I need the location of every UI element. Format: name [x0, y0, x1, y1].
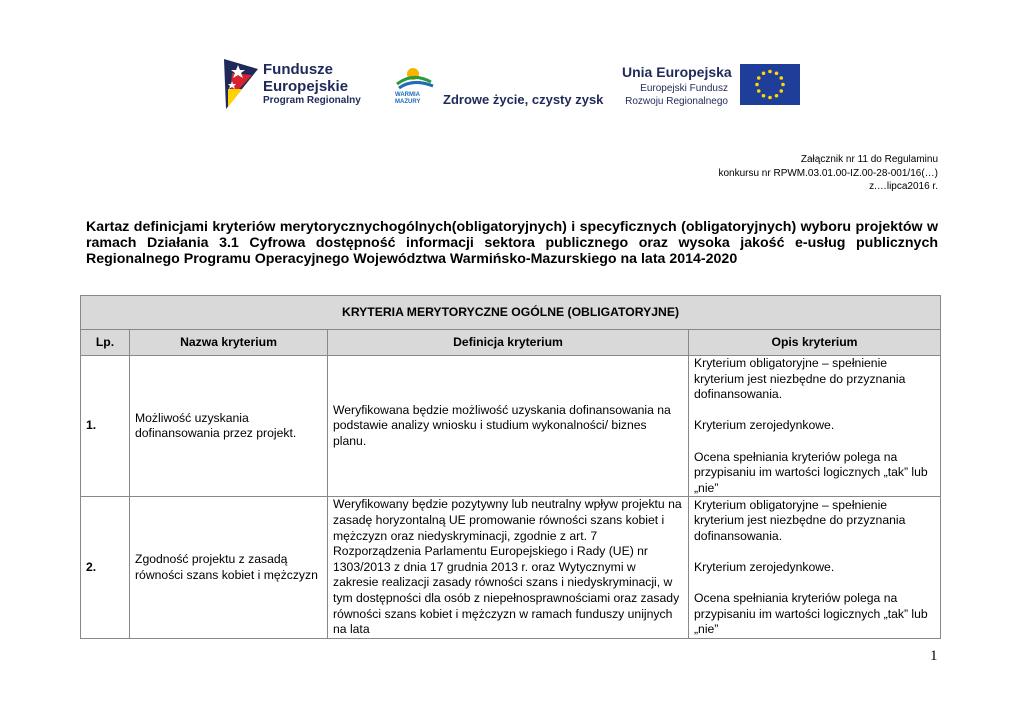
fundusze-europejskie-logo — [222, 55, 362, 111]
eu-flag-icon — [740, 64, 800, 105]
row-desc — [689, 356, 941, 497]
fe-line1: Fundusze — [263, 61, 333, 78]
eu-star — [762, 94, 766, 98]
desc-evaluation: Ocena spełniania kryteriów polega na przypisaniu im wartości logicznych „tak” lub „nie” — [694, 591, 928, 637]
eu-star — [757, 89, 761, 93]
row-name: Możliwość uzyskania dofinansowania przez projekt. — [130, 356, 328, 497]
annex-note — [718, 153, 938, 194]
warmia-sun-icon — [393, 62, 437, 94]
annex-line-1: Załącznik nr 11 do Regulaminu — [800, 154, 938, 165]
row-definition: Weryfikowany będzie pozytywny lub neutralny wpływ projektu na zasadę horyzontalną UE promowanie równości szans kobiet i mężczyzn oraz niedyskryminacji, zgodnie z art. 7 Rozporządzenia Parlamentu Europejskiego i Rady (UE) nr 1303/2013 z dnia 17 grudnia 2013 r. oraz Wytycznymi w zakresie realizacji zasady równości szans i niedyskryminacji, w tym dostępności dla osób z niepełnosprawnościami oraz zasady równości szans kobiet i mężczyzn w ramach funduszy unijnych na lata — [328, 497, 689, 639]
unia-europejska-logo — [622, 64, 802, 108]
eu-star — [779, 76, 783, 80]
table-row — [81, 497, 941, 639]
wm-tiny-2: MAZURY — [395, 99, 421, 105]
document-title: Kartaz definicjami kryteriów merytorycznychogólnych(obligatoryjnych) i specyficznych (obligatoryjnych) wyboru projektów w ramach Działania 3.1 Cyfrowa dostępność informacji sektora publicznego oraz wysoka jakość e-usług publicznych Regionalnego Programu Operacyjnego Województwa Warmińsko-Mazurskiego na lata 2014-2020 — [86, 219, 938, 267]
eu-star — [775, 94, 779, 98]
eu-star — [757, 76, 761, 80]
row-definition: Weryfikowana będzie możliwość uzyskania dofinansowania na podstawie analizy wniosku i studium wykonalności/ biznes planu. — [328, 356, 689, 497]
row-name: Zgodność projektu z zasadą równości szans kobiet i mężczyzn — [130, 497, 328, 639]
ue-title: Unia Europejska — [622, 64, 732, 80]
page-number: 1 — [930, 648, 938, 664]
desc-obligatory: Kryterium obligatoryjne – spełnienie kryterium jest niezbędne do przyznania dofinansowania. — [694, 356, 906, 402]
eu-star — [768, 70, 772, 74]
ue-sub-1: Europejski Fundusz — [640, 83, 728, 94]
ue-sub-2: Rozwoju Regionalnego — [625, 96, 728, 107]
header-name: Nazwa kryterium — [130, 330, 328, 356]
row-lp: 2. — [81, 497, 130, 639]
table-caption: KRYTERIA MERYTORYCZNE OGÓLNE (OBLIGATORYJNE) — [81, 296, 941, 330]
fe-line2: Europejskie — [263, 78, 349, 95]
fe-subtitle: Program Regionalny — [263, 95, 361, 106]
criteria-table — [80, 295, 941, 639]
header-definition: Definicja kryterium — [328, 330, 689, 356]
eu-star — [781, 83, 785, 87]
warmia-mazury-logo — [393, 62, 604, 112]
header-desc: Opis kryterium — [689, 330, 941, 356]
desc-binary: Kryterium zerojedynkowe. — [694, 418, 835, 433]
desc-binary: Kryterium zerojedynkowe. — [694, 560, 835, 575]
header-lp: Lp. — [81, 330, 130, 356]
desc-evaluation: Ocena spełniania kryteriów polega na przypisaniu im wartości logicznych „tak” lub „nie” — [694, 449, 928, 495]
table-row — [81, 356, 941, 497]
row-desc — [689, 497, 941, 639]
eu-star — [779, 89, 783, 93]
eu-star — [775, 71, 779, 75]
desc-obligatory: Kryterium obligatoryjne – spełnienie kryterium jest niezbędne do przyznania dofinansowania. — [694, 497, 906, 543]
wm-slogan: Zdrowe życie, czysty zysk — [443, 92, 604, 107]
fe-star-icon — [222, 55, 262, 111]
eu-star — [762, 71, 766, 75]
wm-tiny-1: WARMIA — [395, 92, 420, 98]
annex-line-2: konkursu nr RPWM.03.01.00-IZ.00-28-001/16(…) — [718, 167, 938, 179]
eu-star — [755, 83, 759, 87]
row-lp: 1. — [81, 356, 130, 497]
eu-star — [768, 96, 772, 100]
annex-line-3: z.…lipca2016 r. — [869, 181, 938, 192]
